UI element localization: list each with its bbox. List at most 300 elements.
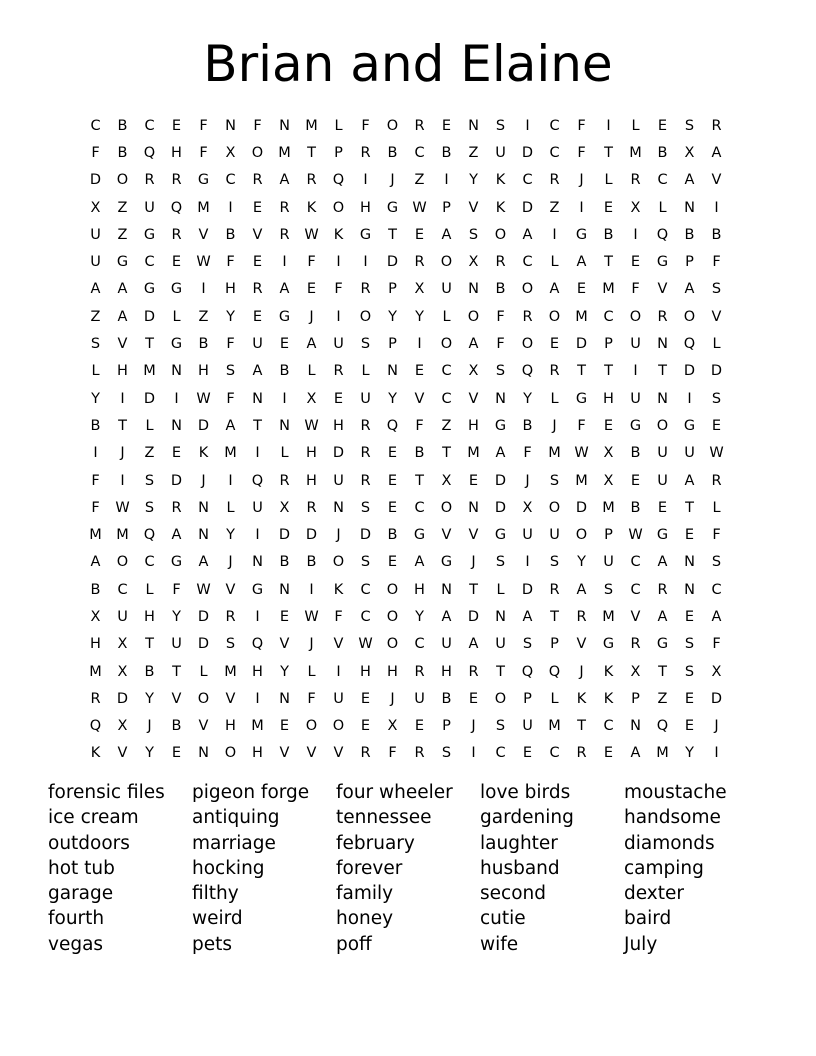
- grid-letter: Q: [386, 417, 399, 434]
- grid-letter: L: [280, 445, 289, 462]
- grid-letter: B: [711, 226, 722, 243]
- grid-letter: S: [684, 117, 695, 134]
- grid-letter: S: [711, 554, 722, 571]
- grid-letter: U: [360, 390, 371, 407]
- grid-letter: I: [174, 390, 179, 407]
- grid-letter: B: [495, 281, 506, 298]
- grid-letter: R: [360, 745, 371, 762]
- word-item: pets: [192, 933, 233, 955]
- grid-letter: E: [603, 199, 614, 216]
- grid-letter: C: [522, 172, 533, 189]
- grid-letter: Q: [656, 226, 669, 243]
- grid-letter: R: [279, 472, 290, 489]
- grid-letter: L: [307, 363, 316, 380]
- grid-letter: T: [307, 144, 316, 161]
- grid-letter: X: [225, 144, 236, 161]
- grid-letter: V: [576, 636, 587, 653]
- grid-letter: V: [117, 745, 128, 762]
- grid-letter: U: [90, 254, 101, 271]
- grid-letter: G: [251, 581, 264, 598]
- grid-letter: V: [279, 745, 290, 762]
- grid-letter: Z: [441, 417, 452, 434]
- grid-letter: F: [496, 336, 505, 353]
- grid-letter: W: [304, 608, 319, 625]
- grid-letter: E: [171, 117, 182, 134]
- grid-letter: F: [226, 336, 235, 353]
- grid-letter: A: [657, 554, 668, 571]
- grid-letter: Q: [89, 718, 102, 735]
- grid-letter: D: [494, 499, 507, 516]
- grid-row: [82, 194, 732, 221]
- grid-letter: X: [279, 499, 290, 516]
- grid-letter: W: [196, 581, 211, 598]
- grid-letter: C: [441, 363, 452, 380]
- grid-letter: J: [309, 308, 314, 325]
- grid-letter: T: [604, 363, 613, 380]
- grid-letter: I: [714, 199, 719, 216]
- grid-letter: R: [279, 226, 290, 243]
- grid-letter: U: [333, 690, 344, 707]
- grid-letter: K: [603, 663, 614, 680]
- grid-letter: M: [224, 663, 237, 680]
- grid-letter: O: [494, 690, 507, 707]
- grid-letter: F: [577, 117, 586, 134]
- grid-letter: G: [170, 554, 183, 571]
- grid-letter: K: [603, 690, 614, 707]
- grid-letter: B: [414, 445, 425, 462]
- grid-letter: E: [414, 226, 425, 243]
- grid-letter: A: [468, 636, 479, 653]
- grid-letter: E: [684, 718, 695, 735]
- grid-letter: N: [171, 417, 182, 434]
- grid-letter: P: [685, 254, 694, 271]
- grid-letter: O: [467, 308, 480, 325]
- grid-letter: Q: [143, 527, 156, 544]
- grid-letter: U: [90, 226, 101, 243]
- grid-letter: L: [604, 172, 613, 189]
- word-item: dexter: [624, 883, 684, 905]
- grid-letter: I: [255, 690, 260, 707]
- grid-letter: B: [387, 527, 398, 544]
- grid-letter: N: [657, 390, 668, 407]
- grid-letter: F: [523, 445, 532, 462]
- grid-letter: M: [143, 363, 156, 380]
- grid-letter: Q: [143, 144, 156, 161]
- grid-letter: E: [171, 745, 182, 762]
- grid-letter: I: [282, 254, 287, 271]
- grid-letter: R: [171, 499, 182, 516]
- grid-letter: G: [440, 554, 453, 571]
- grid-letter: E: [603, 745, 614, 762]
- grid-letter: M: [89, 527, 102, 544]
- grid-letter: J: [147, 718, 152, 735]
- grid-letter: V: [630, 608, 641, 625]
- grid-letter: A: [522, 608, 533, 625]
- grid-letter: I: [363, 172, 368, 189]
- grid-letter: R: [306, 172, 317, 189]
- grid-letter: W: [196, 254, 211, 271]
- grid-letter: Y: [685, 745, 694, 762]
- grid-letter: A: [468, 336, 479, 353]
- grid-letter: A: [90, 554, 101, 571]
- grid-letter: E: [576, 281, 587, 298]
- grid-letter: H: [225, 281, 236, 298]
- grid-letter: H: [306, 472, 317, 489]
- grid-letter: P: [631, 690, 640, 707]
- grid-letter: U: [441, 636, 452, 653]
- grid-letter: W: [196, 390, 211, 407]
- grid-letter: U: [522, 527, 533, 544]
- grid-letter: V: [225, 690, 236, 707]
- word-item: fourth: [48, 908, 105, 930]
- grid-letter: N: [198, 745, 209, 762]
- grid-letter: G: [629, 417, 642, 434]
- word-item: camping: [624, 857, 704, 879]
- grid-letter: Y: [280, 663, 289, 680]
- grid-letter: N: [387, 363, 398, 380]
- grid-letter: Z: [657, 690, 668, 707]
- grid-letter: A: [306, 336, 317, 353]
- grid-letter: Y: [577, 554, 586, 571]
- grid-letter: B: [171, 718, 182, 735]
- grid-letter: O: [332, 554, 345, 571]
- grid-letter: E: [414, 363, 425, 380]
- grid-letter: T: [253, 417, 262, 434]
- grid-letter: D: [170, 472, 183, 489]
- word-item: hot tub: [48, 857, 115, 879]
- grid-letter: D: [710, 363, 723, 380]
- grid-letter: T: [604, 144, 613, 161]
- grid-letter: G: [197, 172, 210, 189]
- grid-letter: R: [549, 172, 560, 189]
- grid-letter: D: [386, 254, 399, 271]
- grid-letter: I: [687, 390, 692, 407]
- grid-letter: C: [549, 144, 560, 161]
- grid-letter: S: [225, 636, 236, 653]
- grid-letter: R: [576, 745, 587, 762]
- grid-letter: E: [387, 554, 398, 571]
- grid-letter: H: [252, 745, 263, 762]
- grid-letter: S: [144, 472, 155, 489]
- grid-letter: S: [711, 281, 722, 298]
- grid-letter: A: [630, 745, 641, 762]
- grid-letter: B: [117, 144, 128, 161]
- grid-letter: Z: [198, 308, 209, 325]
- word-item: diamonds: [624, 832, 715, 854]
- grid-letter: M: [629, 144, 642, 161]
- grid-letter: C: [441, 390, 452, 407]
- grid-letter: L: [550, 254, 559, 271]
- grid-letter: G: [575, 390, 588, 407]
- grid-letter: M: [575, 472, 588, 489]
- grid-letter: J: [552, 417, 557, 434]
- grid-letter: I: [255, 445, 260, 462]
- word-item: weird: [192, 908, 243, 930]
- grid-letter: R: [711, 472, 722, 489]
- grid-letter: Y: [226, 308, 235, 325]
- grid-letter: A: [171, 527, 182, 544]
- grid-letter: X: [414, 281, 425, 298]
- grid-letter: A: [495, 445, 506, 462]
- grid-letter: B: [657, 144, 668, 161]
- word-list: [48, 780, 768, 957]
- grid-letter: T: [415, 472, 424, 489]
- grid-letter: U: [657, 445, 668, 462]
- grid-letter: O: [494, 226, 507, 243]
- grid-letter: R: [414, 663, 425, 680]
- grid-letter: D: [143, 308, 156, 325]
- grid-letter: R: [657, 308, 668, 325]
- grid-letter: E: [684, 608, 695, 625]
- grid-letter: H: [306, 445, 317, 462]
- grid-letter: B: [441, 690, 452, 707]
- grid-letter: X: [90, 608, 101, 625]
- grid-letter: Z: [117, 199, 128, 216]
- grid-row: [82, 303, 732, 330]
- grid-letter: D: [359, 527, 372, 544]
- grid-letter: N: [468, 499, 479, 516]
- grid-letter: M: [251, 718, 264, 735]
- grid-letter: N: [441, 581, 452, 598]
- grid-row: [82, 167, 732, 194]
- grid-letter: B: [306, 554, 317, 571]
- grid-letter: O: [251, 144, 264, 161]
- grid-letter: E: [711, 417, 722, 434]
- grid-letter: R: [630, 636, 641, 653]
- grid-letter: T: [496, 663, 505, 680]
- grid-letter: O: [629, 308, 642, 325]
- grid-letter: W: [304, 417, 319, 434]
- grid-letter: K: [576, 690, 587, 707]
- grid-letter: X: [117, 636, 128, 653]
- grid-letter: F: [712, 636, 721, 653]
- grid-row: [82, 631, 732, 658]
- grid-letter: S: [522, 636, 533, 653]
- grid-letter: G: [575, 226, 588, 243]
- grid-letter: C: [603, 718, 614, 735]
- grid-letter: E: [387, 472, 398, 489]
- grid-letter: N: [171, 363, 182, 380]
- word-item: ice cream: [48, 807, 139, 829]
- grid-letter: X: [603, 472, 614, 489]
- grid-letter: A: [576, 254, 587, 271]
- grid-letter: V: [306, 745, 317, 762]
- grid-letter: O: [359, 308, 372, 325]
- grid-letter: I: [579, 199, 584, 216]
- grid-letter: E: [522, 745, 533, 762]
- grid-letter: E: [279, 608, 290, 625]
- grid-letter: G: [494, 417, 507, 434]
- grid-letter: P: [604, 527, 613, 544]
- grid-letter: H: [360, 663, 371, 680]
- grid-letter: R: [144, 172, 155, 189]
- grid-letter: E: [657, 117, 668, 134]
- grid-letter: F: [577, 417, 586, 434]
- grid-letter: H: [441, 663, 452, 680]
- grid-letter: F: [631, 281, 640, 298]
- grid-letter: F: [91, 144, 100, 161]
- grid-letter: O: [386, 117, 399, 134]
- grid-letter: J: [714, 718, 719, 735]
- word-item: second: [480, 883, 546, 905]
- grid-letter: L: [712, 499, 721, 516]
- grid-letter: W: [574, 445, 589, 462]
- grid-letter: I: [525, 117, 530, 134]
- grid-letter: O: [332, 718, 345, 735]
- grid-letter: F: [91, 499, 100, 516]
- grid-letter: B: [522, 417, 533, 434]
- grid-letter: Z: [90, 308, 101, 325]
- word-column: [192, 780, 336, 957]
- grid-letter: L: [145, 581, 154, 598]
- grid-letter: F: [334, 281, 343, 298]
- grid-letter: C: [549, 117, 560, 134]
- grid-letter: L: [631, 117, 640, 134]
- word-item: forensic files: [48, 782, 165, 803]
- grid-letter: U: [117, 608, 128, 625]
- grid-letter: G: [494, 527, 507, 544]
- grid-letter: Z: [414, 172, 425, 189]
- grid-letter: A: [414, 554, 425, 571]
- grid-row: [82, 521, 732, 548]
- grid-letter: M: [224, 445, 237, 462]
- word-item: wife: [480, 933, 519, 955]
- grid-letter: F: [307, 690, 316, 707]
- grid-letter: T: [145, 636, 154, 653]
- grid-letter: E: [171, 254, 182, 271]
- grid-row: [82, 685, 732, 712]
- grid-letter: U: [252, 499, 263, 516]
- grid-letter: O: [386, 636, 399, 653]
- grid-letter: E: [252, 199, 263, 216]
- grid-letter: R: [360, 144, 371, 161]
- grid-letter: B: [225, 226, 236, 243]
- grid-letter: G: [359, 226, 372, 243]
- grid-letter: O: [683, 308, 696, 325]
- grid-letter: H: [387, 663, 398, 680]
- grid-letter: N: [684, 199, 695, 216]
- word-item: vegas: [48, 933, 104, 955]
- grid-letter: B: [387, 144, 398, 161]
- grid-letter: Q: [332, 172, 345, 189]
- grid-letter: R: [495, 254, 506, 271]
- grid-row: [82, 248, 732, 275]
- grid-letter: L: [496, 581, 505, 598]
- grid-letter: R: [576, 608, 587, 625]
- grid-letter: Q: [251, 472, 264, 489]
- grid-letter: D: [467, 608, 480, 625]
- grid-letter: K: [495, 172, 506, 189]
- grid-letter: R: [630, 172, 641, 189]
- grid-letter: L: [550, 690, 559, 707]
- word-item: outdoors: [48, 832, 130, 854]
- grid-letter: Y: [145, 690, 154, 707]
- grid-letter: I: [93, 445, 98, 462]
- grid-letter: E: [252, 254, 263, 271]
- word-item: moustache: [624, 782, 727, 803]
- word-item: baird: [624, 908, 672, 930]
- grid-letter: Y: [226, 527, 235, 544]
- word-item: marriage: [192, 832, 276, 854]
- grid-letter: P: [334, 144, 343, 161]
- grid-letter: T: [172, 663, 181, 680]
- grid-letter: X: [603, 445, 614, 462]
- grid-letter: S: [549, 472, 560, 489]
- word-item: laughter: [480, 832, 558, 854]
- grid-letter: J: [336, 527, 341, 544]
- word-item: forever: [336, 857, 403, 879]
- grid-letter: U: [522, 718, 533, 735]
- grid-letter: D: [116, 690, 129, 707]
- grid-letter: S: [360, 336, 371, 353]
- grid-letter: G: [656, 254, 669, 271]
- grid-letter: C: [144, 554, 155, 571]
- grid-letter: D: [521, 144, 534, 161]
- grid-letter: I: [606, 117, 611, 134]
- grid-letter: W: [304, 226, 319, 243]
- grid-letter: D: [89, 172, 102, 189]
- grid-letter: P: [388, 336, 397, 353]
- grid-letter: G: [656, 636, 669, 653]
- grid-letter: Z: [549, 199, 560, 216]
- grid-row: [82, 603, 732, 630]
- grid-letter: O: [197, 690, 210, 707]
- grid-letter: V: [225, 581, 236, 598]
- word-column: [336, 780, 480, 957]
- grid-letter: R: [306, 499, 317, 516]
- grid-letter: I: [714, 745, 719, 762]
- grid-letter: F: [199, 144, 208, 161]
- grid-letter: O: [116, 554, 129, 571]
- grid-letter: X: [306, 390, 317, 407]
- grid-letter: J: [390, 172, 395, 189]
- grid-letter: E: [630, 472, 641, 489]
- grid-letter: K: [495, 199, 506, 216]
- grid-letter: C: [414, 636, 425, 653]
- grid-letter: U: [549, 527, 560, 544]
- grid-letter: L: [172, 308, 181, 325]
- grid-letter: J: [309, 636, 314, 653]
- grid-letter: F: [253, 117, 262, 134]
- grid-letter: X: [117, 663, 128, 680]
- grid-letter: T: [469, 581, 478, 598]
- word-column: [48, 780, 192, 957]
- grid-letter: X: [468, 254, 479, 271]
- grid-letter: G: [602, 636, 615, 653]
- grid-letter: C: [603, 308, 614, 325]
- grid-letter: R: [252, 172, 263, 189]
- grid-letter: Q: [656, 718, 669, 735]
- grid-letter: B: [684, 226, 695, 243]
- grid-letter: E: [468, 472, 479, 489]
- grid-letter: I: [417, 336, 422, 353]
- grid-letter: S: [711, 390, 722, 407]
- grid-letter: J: [201, 472, 206, 489]
- grid-letter: S: [144, 499, 155, 516]
- word-item: four wheeler: [336, 782, 453, 803]
- grid-letter: I: [552, 226, 557, 243]
- grid-letter: S: [495, 718, 506, 735]
- grid-letter: I: [363, 254, 368, 271]
- grid-letter: E: [630, 254, 641, 271]
- grid-letter: N: [468, 117, 479, 134]
- grid-letter: B: [630, 499, 641, 516]
- grid-letter: S: [684, 663, 695, 680]
- grid-letter: N: [684, 581, 695, 598]
- grid-letter: B: [441, 144, 452, 161]
- grid-letter: N: [630, 718, 641, 735]
- grid-letter: X: [522, 499, 533, 516]
